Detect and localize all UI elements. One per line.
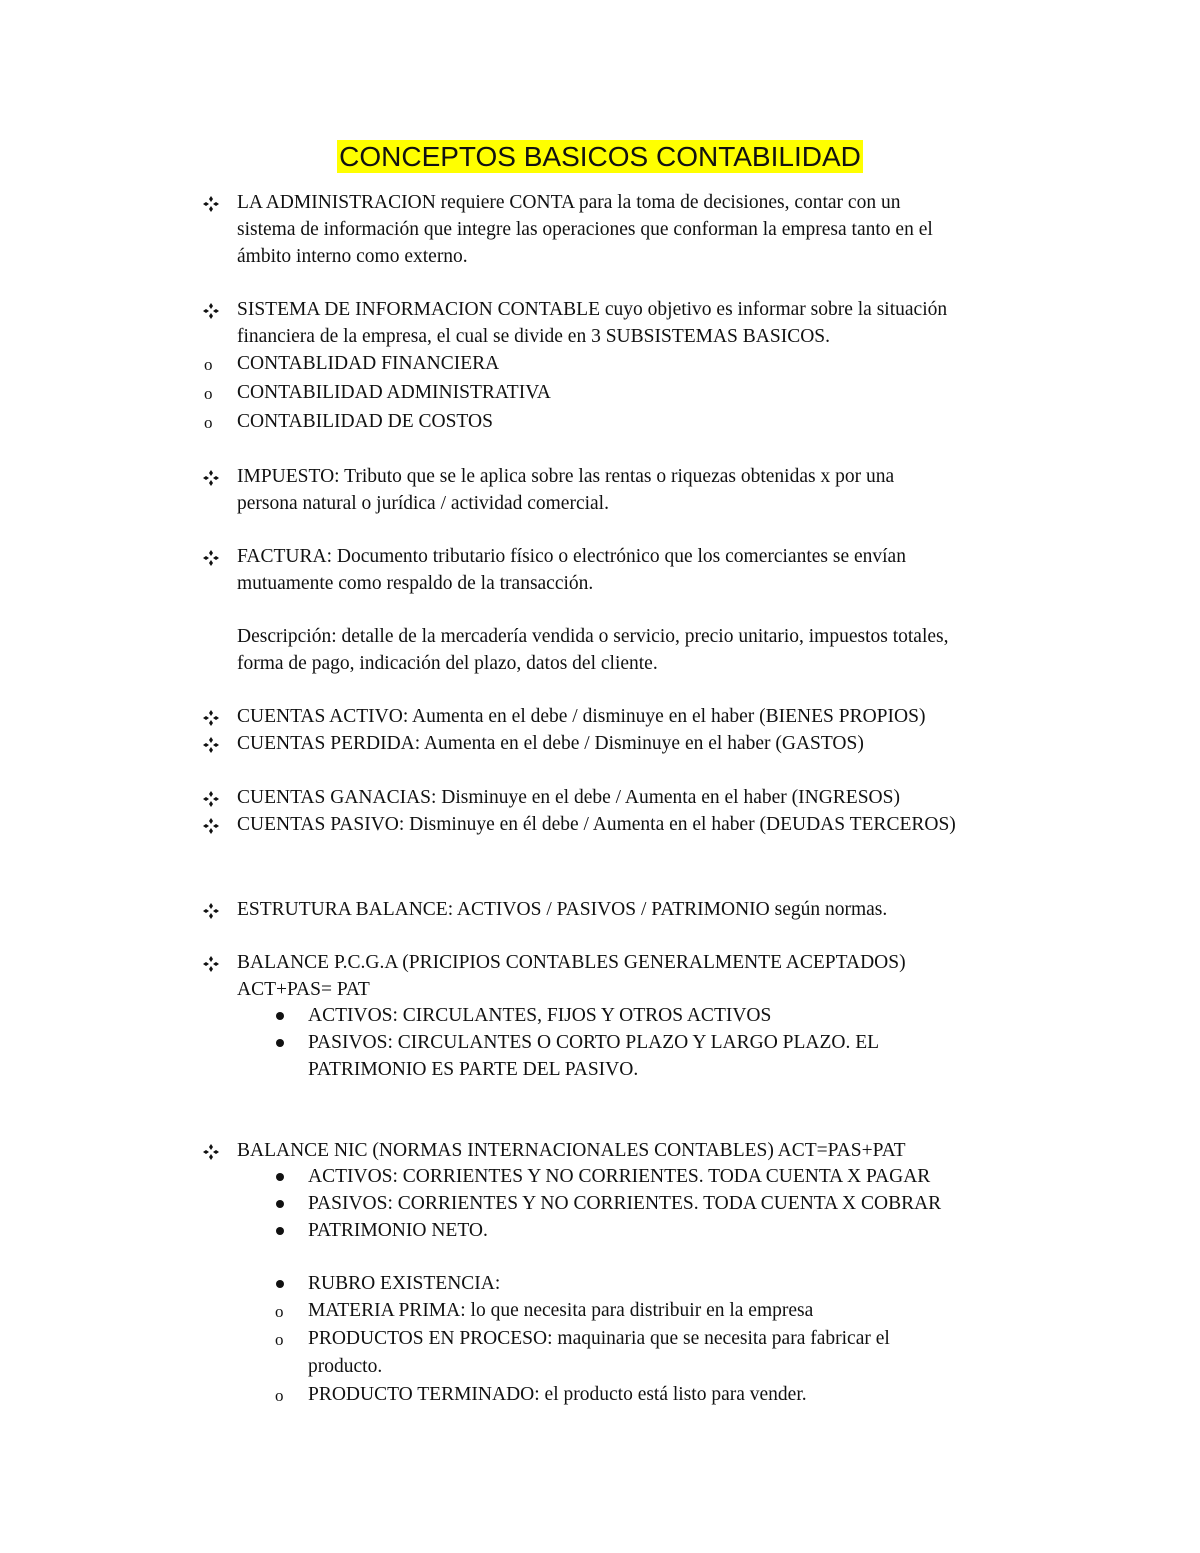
- paragraph-line: IMPUESTO: Tributo que se le aplica sobre las rentas o riquezas obtenidas x por una: [237, 466, 895, 487]
- diamond-bullet-icon: [203, 950, 223, 976]
- circle-bullet-icon: o: [275, 1330, 284, 1349]
- dot-bullet-icon: [276, 1039, 284, 1047]
- diamond-bullet-icon: [203, 704, 223, 730]
- diamond-bullet-icon: [203, 190, 223, 216]
- paragraph-line: BALANCE P.C.G.A (PRICIPIOS CONTABLES GENERALMENTE ACEPTADOS): [237, 952, 906, 973]
- list-item: ACTIVOS: CORRIENTES Y NO CORRIENTES. TODA CUENTA X PAGAR: [308, 1166, 931, 1187]
- diamond-bullet-icon: [203, 464, 223, 490]
- diamond-bullet-icon: [203, 812, 223, 838]
- circle-bullet-icon: o: [275, 1302, 284, 1321]
- list-item: CONTABILIDAD ADMINISTRATIVA: [237, 382, 551, 403]
- circle-bullet-icon: o: [204, 413, 213, 432]
- dot-bullet-icon: [276, 1227, 284, 1235]
- paragraph-line: forma de pago, indicación del plazo, datos del cliente.: [237, 653, 658, 674]
- diamond-bullet-icon: [203, 785, 223, 811]
- paragraph-line: sistema de información que integre las operaciones que conforman la empresa tanto en el: [237, 219, 933, 240]
- list-item: CUENTAS GANACIAS: Disminuye en el debe / Aumenta en el haber (INGRESOS): [237, 787, 900, 808]
- paragraph-line: LA ADMINISTRACION requiere CONTA para la toma de decisiones, contar con un: [237, 192, 901, 213]
- dot-bullet-icon: [276, 1173, 284, 1181]
- dot-bullet-icon: [276, 1280, 284, 1288]
- title-highlight: CONCEPTOS BASICOS CONTABILIDAD: [339, 141, 861, 172]
- paragraph-line: ACT+PAS= PAT: [237, 979, 370, 1000]
- list-item: PATRIMONIO NETO.: [308, 1220, 488, 1241]
- paragraph-line: ámbito interno como externo.: [237, 246, 468, 267]
- list-item: RUBRO EXISTENCIA:: [308, 1273, 501, 1294]
- diamond-bullet-icon: [203, 1138, 223, 1164]
- list-item: producto.: [308, 1356, 383, 1377]
- diamond-bullet-icon: [203, 297, 223, 323]
- list-item: CONTABLIDAD FINANCIERA: [237, 353, 500, 374]
- paragraph-line: Descripción: detalle de la mercadería vendida o servicio, precio unitario, impuestos totales,: [237, 626, 949, 647]
- circle-bullet-icon: o: [204, 355, 213, 374]
- list-item: ACTIVOS: CIRCULANTES, FIJOS Y OTROS ACTIVOS: [308, 1005, 772, 1026]
- paragraph-line: BALANCE NIC (NORMAS INTERNACIONALES CONTABLES) ACT=PAS+PAT: [237, 1140, 906, 1161]
- list-item: CUENTAS PASIVO: Disminuye en él debe / Aumenta en el haber (DEUDAS TERCEROS): [237, 814, 956, 835]
- list-item: PRODUCTOS EN PROCESO: maquinaria que se necesita para fabricar el: [308, 1328, 890, 1349]
- list-item: PASIVOS: CORRIENTES Y NO CORRIENTES. TODA CUENTA X COBRAR: [308, 1193, 942, 1214]
- list-item: MATERIA PRIMA: lo que necesita para distribuir en la empresa: [308, 1300, 814, 1321]
- diamond-bullet-icon: [203, 544, 223, 570]
- list-item: PASIVOS: CIRCULANTES O CORTO PLAZO Y LARGO PLAZO. EL: [308, 1032, 880, 1053]
- paragraph-line: SISTEMA DE INFORMACION CONTABLE cuyo objetivo es informar sobre la situación: [237, 299, 948, 320]
- paragraph-line: financiera de la empresa, el cual se divide en 3 SUBSISTEMAS BASICOS.: [237, 326, 831, 347]
- diamond-bullet-icon: [203, 897, 223, 923]
- paragraph-line: ESTRUTURA BALANCE: ACTIVOS / PASIVOS / PATRIMONIO según normas.: [237, 899, 888, 920]
- dot-bullet-icon: [276, 1012, 284, 1020]
- list-item: CUENTAS PERDIDA: Aumenta en el debe / Disminuye en el haber (GASTOS): [237, 733, 864, 754]
- dot-bullet-icon: [276, 1200, 284, 1208]
- paragraph-line: mutuamente como respaldo de la transacción.: [237, 573, 594, 594]
- list-item: CUENTAS ACTIVO: Aumenta en el debe / disminuye en el haber (BIENES PROPIOS): [237, 706, 926, 727]
- list-item: PRODUCTO TERMINADO: el producto está listo para vender.: [308, 1384, 807, 1405]
- list-item: CONTABILIDAD DE COSTOS: [237, 411, 493, 432]
- list-item: PATRIMONIO ES PARTE DEL PASIVO.: [308, 1059, 639, 1080]
- diamond-bullet-icon: [203, 731, 223, 757]
- circle-bullet-icon: o: [275, 1386, 284, 1405]
- paragraph-line: FACTURA: Documento tributario físico o electrónico que los comerciantes se envían: [237, 546, 906, 567]
- circle-bullet-icon: o: [204, 384, 213, 403]
- paragraph-line: persona natural o jurídica / actividad comercial.: [237, 493, 609, 514]
- page-title: [0, 140, 1200, 174]
